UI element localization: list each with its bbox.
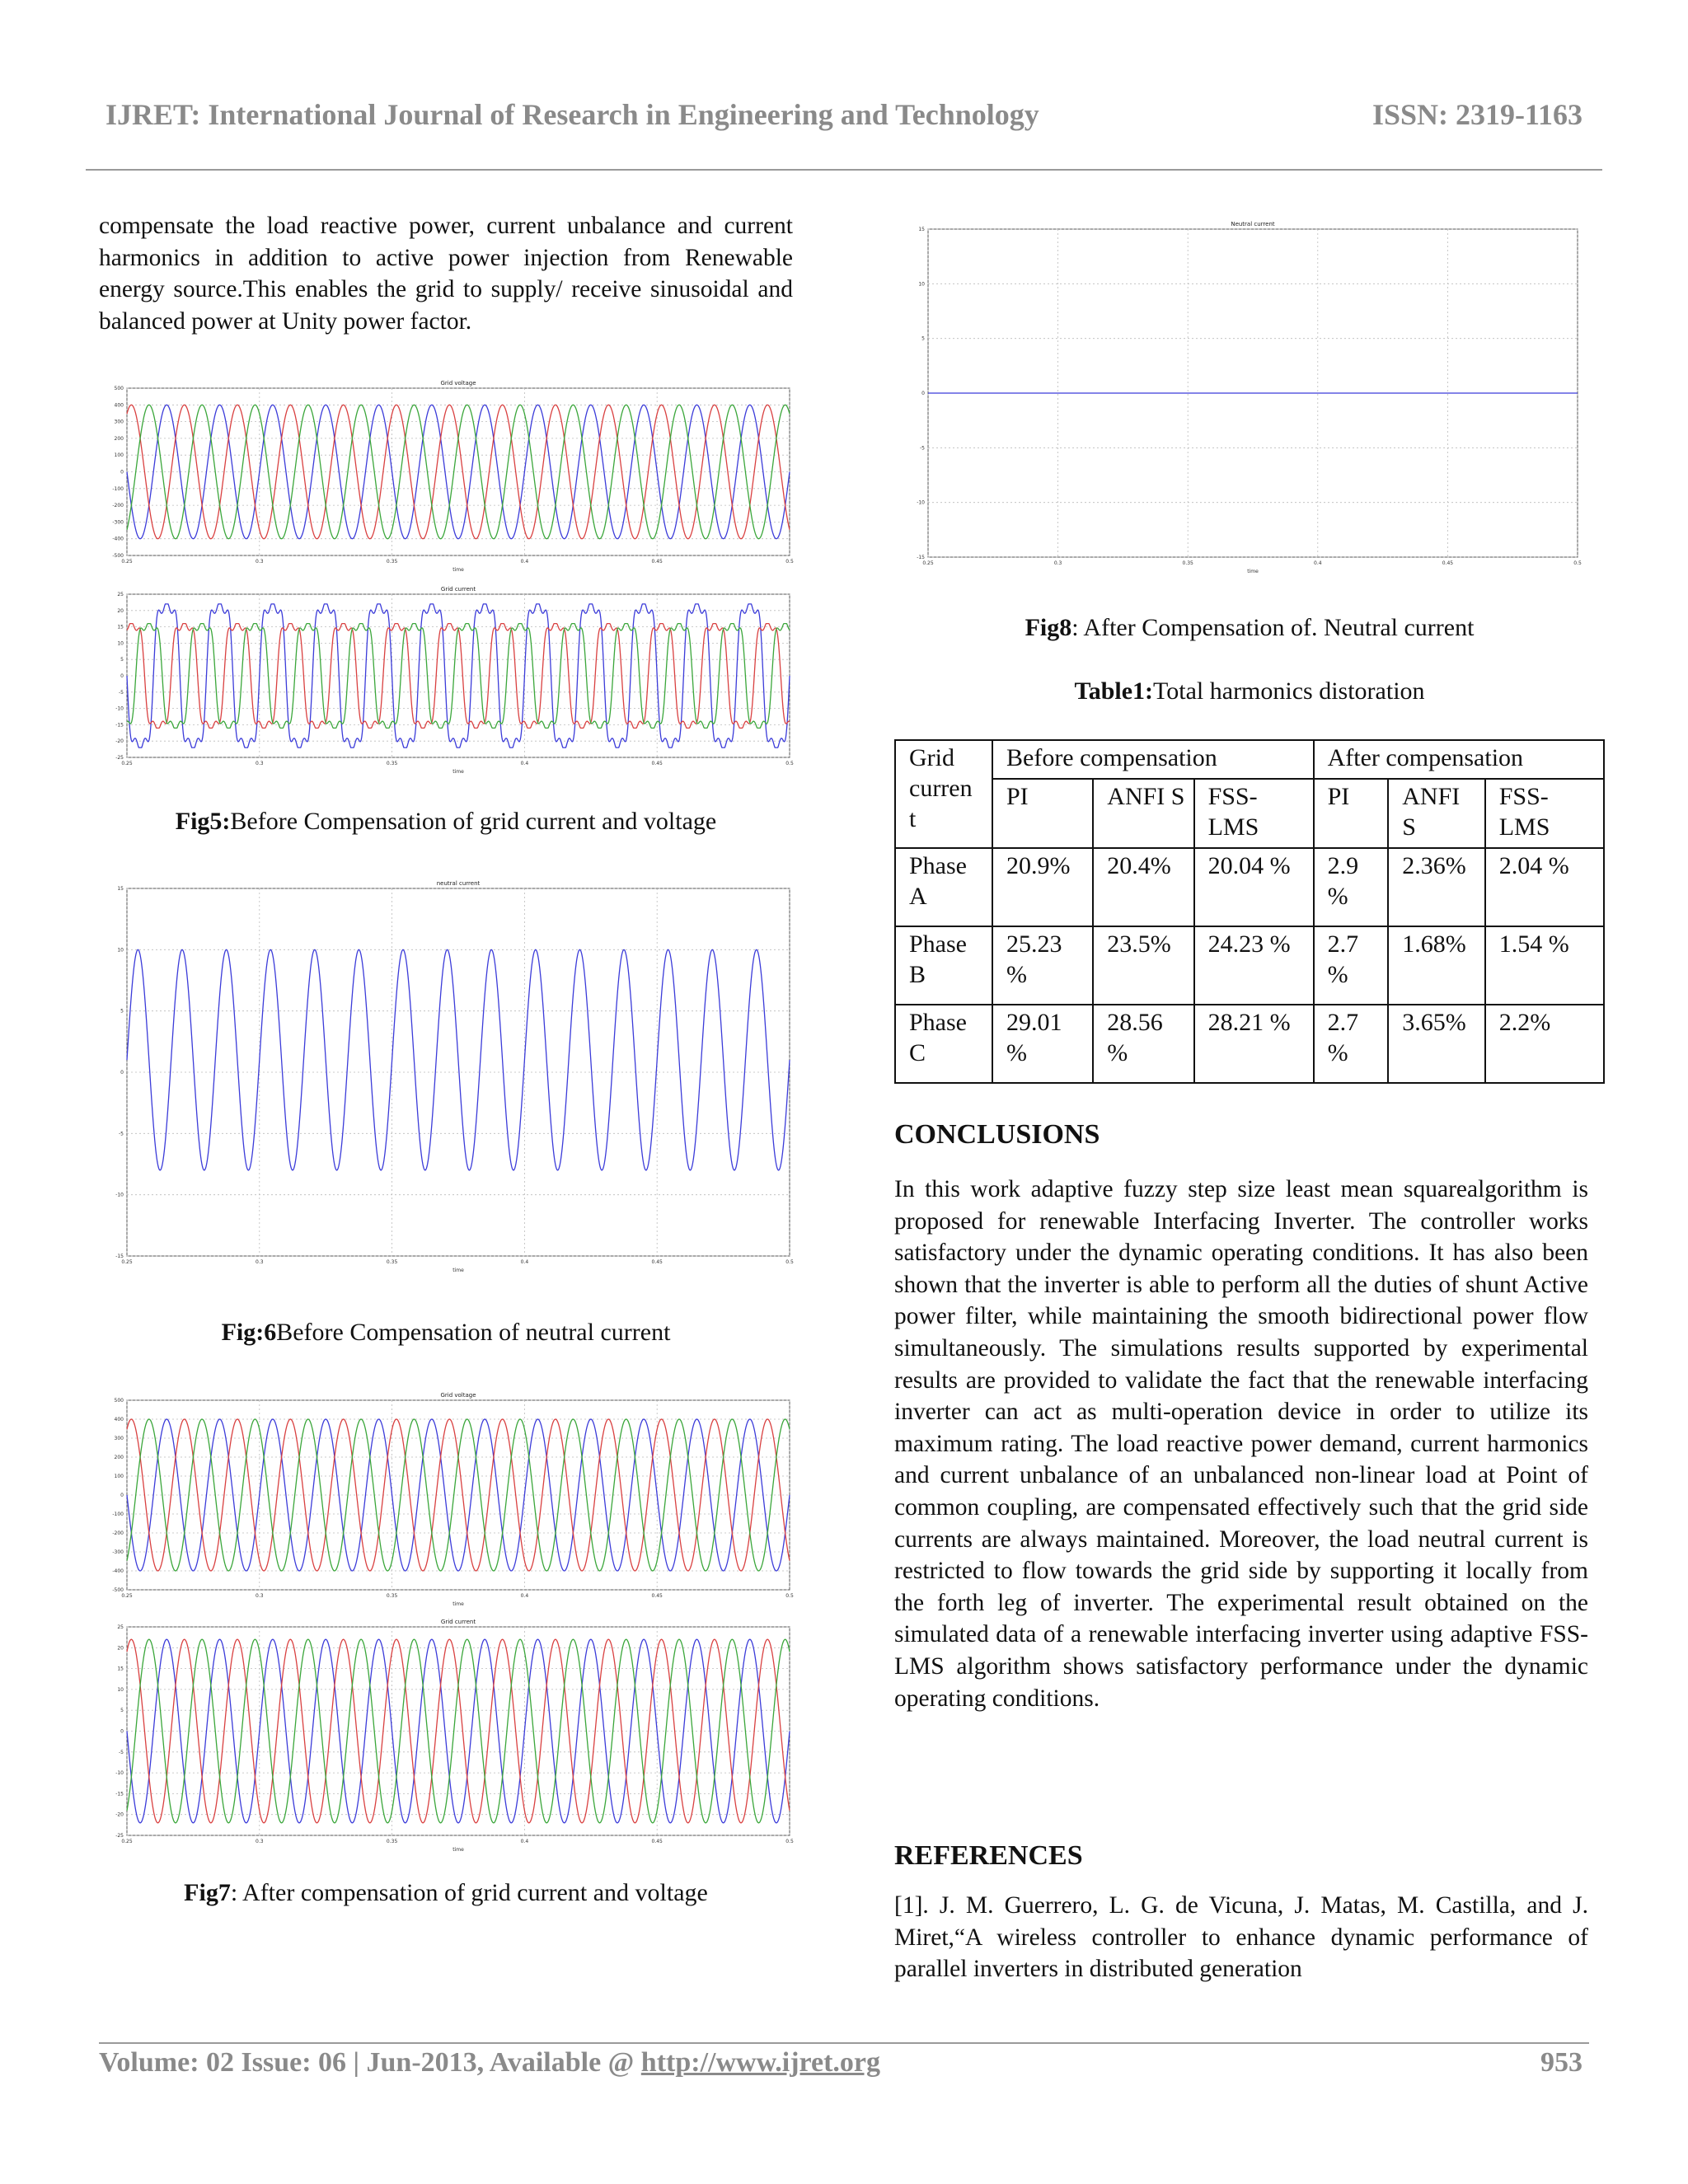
x-tick-label: 0.25 bbox=[121, 761, 133, 766]
y-tick-label: -25 bbox=[115, 755, 124, 761]
figure-8-caption: Fig8: After Compensation of. Neutral current bbox=[1025, 614, 1475, 641]
table-cell-phase: Phase C bbox=[895, 1005, 992, 1083]
figure-8-neutral-plot bbox=[898, 216, 1584, 579]
page-footer bbox=[99, 2047, 1589, 2088]
table-row bbox=[895, 848, 1604, 926]
y-tick-label: 500 bbox=[114, 386, 124, 391]
thd-table bbox=[894, 739, 1605, 1084]
figure-7-voltage-plot bbox=[97, 1387, 796, 1611]
figure-5-voltage-plot bbox=[97, 375, 796, 577]
x-tick-label: 0.3 bbox=[256, 1839, 264, 1844]
x-tick-label: 0.35 bbox=[386, 1593, 398, 1599]
table-cell: 2.9 % bbox=[1314, 848, 1389, 926]
x-tick-label: 0.45 bbox=[651, 761, 663, 766]
fig6-neutral-svg bbox=[97, 875, 796, 1277]
x-tick-label: 0.3 bbox=[1053, 560, 1062, 566]
y-tick-label: -10 bbox=[115, 705, 124, 712]
table-cell: 28.56 % bbox=[1093, 1005, 1193, 1083]
y-tick-label: 300 bbox=[114, 1436, 124, 1441]
table-cell: 25.23 % bbox=[992, 926, 1093, 1005]
x-tick-label: 0.4 bbox=[520, 1593, 529, 1599]
y-tick-label: 5 bbox=[120, 657, 124, 663]
table-cell: 2.36% bbox=[1388, 848, 1484, 926]
y-tick-label: -300 bbox=[112, 519, 124, 526]
table-header-before: Before compensation bbox=[992, 740, 1314, 779]
conclusions-paragraph: In this work adaptive fuzzy step size least mean squarealgorithm is proposed for renewable Interfacing Inverter. The controller works satisfactory under the dynamic operating conditions. It has also been shown that the inverter is able to perform all the duties of shunt Active power filter, while maintaining the smooth bidirectional power flow simultaneously. The simulations results supported by experimental results are provided to validate the fact that the renewable interfacing inverter can act as multi-operation device in order to utilize its maximum rating. The load reactive power demand, current harmonics and current unbalance of an unbalanced non-linear load at Point of common coupling, are compensated effectively such that the grid side currents are always maintained. Moreover, the load neutral current is restricted to flow towards the grid side by supporting it locally from the forth leg of inverter. The experimental result obtained on the simulated data of a renewable interfacing inverter using adaptive FSS-LMS algorithm shows satisfactory performance under the dynamic operating conditions. bbox=[894, 1176, 1588, 1712]
fig5-voltage-svg bbox=[97, 375, 796, 577]
x-tick-label: 0.5 bbox=[785, 1593, 794, 1599]
y-tick-label: 100 bbox=[114, 452, 124, 459]
y-tick-label: 400 bbox=[114, 1417, 124, 1422]
y-tick-label: 20 bbox=[117, 1645, 124, 1652]
y-tick-label: 400 bbox=[114, 402, 124, 409]
x-tick-label: 0.45 bbox=[651, 559, 663, 565]
y-tick-label: 15 bbox=[918, 227, 925, 232]
y-tick-label: 0 bbox=[120, 1728, 124, 1735]
x-tick-label: 0.3 bbox=[256, 559, 264, 565]
y-tick-label: -5 bbox=[119, 1749, 124, 1755]
chart-title: Grid voltage bbox=[440, 1392, 476, 1399]
y-tick-label: 10 bbox=[918, 281, 925, 288]
x-tick-label: 0.3 bbox=[256, 761, 264, 766]
footer-rule bbox=[99, 2042, 1589, 2044]
y-tick-label: 0 bbox=[120, 469, 124, 476]
y-tick-label: -15 bbox=[115, 1791, 124, 1797]
x-tick-label: 0.4 bbox=[520, 761, 529, 766]
x-tick-label: 0.45 bbox=[651, 1839, 663, 1844]
header-rule bbox=[86, 169, 1602, 171]
y-tick-label: 200 bbox=[114, 435, 124, 442]
y-tick-label: -15 bbox=[115, 722, 124, 729]
y-tick-label: -400 bbox=[112, 1568, 124, 1574]
table-cell: 23.5% bbox=[1093, 926, 1193, 1005]
table-cell: 2.7 % bbox=[1314, 926, 1389, 1005]
figure-6-neutral-plot bbox=[97, 875, 796, 1277]
x-tick-label: 0.25 bbox=[121, 559, 133, 565]
figure-7-current-plot bbox=[97, 1614, 796, 1857]
table-cell: 2.2% bbox=[1485, 1005, 1604, 1083]
y-tick-label: 15 bbox=[117, 624, 124, 630]
table-cell: 20.04 % bbox=[1194, 848, 1314, 926]
x-tick-label: 0.45 bbox=[651, 1593, 663, 1599]
table-cell: 1.54 % bbox=[1485, 926, 1604, 1005]
footer-link[interactable]: http://www.ijret.org bbox=[640, 2047, 881, 2078]
table-cell: 24.23 % bbox=[1194, 926, 1314, 1005]
references-heading: REFERENCES bbox=[894, 1840, 1083, 1871]
x-tick-label: 0.35 bbox=[386, 1839, 398, 1844]
table-header-after: After compensation bbox=[1314, 740, 1604, 779]
x-tick-label: 0.4 bbox=[520, 1259, 529, 1265]
y-tick-label: -500 bbox=[112, 553, 124, 559]
chart-title: Grid current bbox=[440, 586, 476, 593]
y-tick-label: -10 bbox=[115, 1192, 124, 1198]
intro-paragraph: compensate the load reactive power, current unbalance and current harmonics in addition to active power injection from Renewable energy source.This enables the grid to supply/ receive sinusoidal and balanced power at Unity power factor. bbox=[99, 213, 793, 335]
figure-5-current-plot bbox=[97, 581, 796, 779]
y-tick-label: -20 bbox=[115, 1811, 124, 1818]
x-tick-label: 0.5 bbox=[785, 1259, 794, 1265]
table-cell: 28.21 % bbox=[1194, 1005, 1314, 1083]
x-tick-label: 0.25 bbox=[121, 1259, 133, 1265]
x-tick-label: 0.45 bbox=[651, 1259, 663, 1265]
table-subheader: FSS- LMS bbox=[1485, 779, 1604, 848]
y-tick-label: -200 bbox=[112, 503, 124, 509]
issn: ISSN: 2319-1163 bbox=[1372, 98, 1582, 131]
y-tick-label: -300 bbox=[112, 1549, 124, 1555]
y-tick-label: 10 bbox=[117, 1686, 124, 1693]
x-tick-label: 0.5 bbox=[785, 559, 794, 565]
y-tick-label: 25 bbox=[117, 1624, 124, 1630]
figure-6-caption: Fig:6Before Compensation of neutral current bbox=[221, 1319, 671, 1346]
y-tick-label: 25 bbox=[117, 592, 124, 598]
x-tick-label: 0.25 bbox=[121, 1593, 133, 1599]
table-row bbox=[895, 1005, 1604, 1083]
x-tick-label: 0.35 bbox=[386, 559, 398, 565]
x-tick-label: 0.5 bbox=[1573, 560, 1582, 566]
chart-title: Grid current bbox=[440, 1619, 476, 1625]
y-tick-label: -5 bbox=[119, 689, 124, 696]
x-axis-label: time bbox=[452, 1601, 464, 1607]
x-axis-label: time bbox=[452, 1268, 464, 1273]
table-cell: 20.9% bbox=[992, 848, 1093, 926]
y-tick-label: 5 bbox=[921, 335, 925, 342]
y-tick-label: -100 bbox=[112, 1511, 124, 1517]
x-tick-label: 0.3 bbox=[256, 1259, 264, 1265]
y-tick-label: 0 bbox=[120, 1493, 124, 1498]
table-1-title: Table1:Total harmonics distoration bbox=[1074, 677, 1425, 705]
y-tick-label: 0 bbox=[120, 1070, 124, 1076]
chart-title: Neutral current bbox=[1231, 221, 1275, 227]
y-tick-label: 0 bbox=[120, 673, 124, 679]
y-tick-label: -200 bbox=[112, 1530, 124, 1536]
y-tick-label: 300 bbox=[114, 419, 124, 425]
y-tick-label: 5 bbox=[120, 1008, 124, 1015]
y-tick-label: 200 bbox=[114, 1455, 124, 1460]
x-tick-label: 0.35 bbox=[386, 761, 398, 766]
y-tick-label: 500 bbox=[114, 1398, 124, 1404]
fig7-current-svg bbox=[97, 1614, 796, 1857]
x-axis-label: time bbox=[452, 1847, 464, 1853]
table-cell: 1.68% bbox=[1388, 926, 1484, 1005]
x-axis-label: time bbox=[1247, 569, 1259, 574]
y-tick-label: -25 bbox=[115, 1833, 124, 1839]
table-subheader: PI bbox=[992, 779, 1093, 848]
x-tick-label: 0.3 bbox=[256, 1593, 264, 1599]
y-tick-label: -400 bbox=[112, 536, 124, 542]
x-tick-label: 0.25 bbox=[121, 1839, 133, 1844]
y-tick-label: 15 bbox=[117, 886, 124, 892]
x-tick-label: 0.35 bbox=[1182, 560, 1193, 566]
y-tick-label: -10 bbox=[115, 1770, 124, 1777]
x-tick-label: 0.4 bbox=[1314, 560, 1322, 566]
chart-title: neutral current bbox=[436, 880, 481, 887]
y-tick-label: 10 bbox=[117, 640, 124, 647]
y-tick-label: 0 bbox=[921, 391, 925, 396]
y-tick-label: -20 bbox=[115, 738, 124, 745]
table-cell: 20.4% bbox=[1093, 848, 1193, 926]
x-axis-label: time bbox=[452, 567, 464, 573]
y-tick-label: -500 bbox=[112, 1587, 124, 1593]
table-subheader: ANFI S bbox=[1388, 779, 1484, 848]
y-tick-label: -10 bbox=[917, 499, 925, 506]
y-tick-label: 100 bbox=[114, 1474, 124, 1479]
x-tick-label: 0.5 bbox=[785, 761, 794, 766]
page-number: 953 bbox=[1540, 2047, 1582, 2078]
y-tick-label: 15 bbox=[117, 1666, 124, 1672]
page-header bbox=[99, 97, 1589, 147]
conclusions-heading: CONCLUSIONS bbox=[894, 1119, 1100, 1150]
x-tick-label: 0.45 bbox=[1442, 560, 1454, 566]
table-subheader: ANFI S bbox=[1093, 779, 1193, 848]
x-tick-label: 0.4 bbox=[520, 1839, 529, 1844]
table-cell: 29.01 % bbox=[992, 1005, 1093, 1083]
y-tick-label: -5 bbox=[920, 445, 925, 452]
y-tick-label: -5 bbox=[119, 1131, 124, 1137]
x-tick-label: 0.5 bbox=[785, 1839, 794, 1844]
table-cell-phase: Phase B bbox=[895, 926, 992, 1005]
x-tick-label: 0.25 bbox=[922, 560, 934, 566]
y-tick-label: -100 bbox=[112, 485, 124, 492]
figure-7-caption: Fig7: After compensation of grid current and voltage bbox=[184, 1879, 708, 1906]
reference-1: [1]. J. M. Guerrero, L. G. de Vicuna, J. Matas, M. Castilla, and J. Miret,“A wireless controller to enhance dynamic performance of parallel inverters in distributed generation bbox=[894, 1892, 1588, 1983]
table-subheader: PI bbox=[1314, 779, 1389, 848]
chart-title: Grid voltage bbox=[440, 380, 476, 387]
table-cell: 3.65% bbox=[1388, 1005, 1484, 1083]
fig5-current-svg bbox=[97, 581, 796, 779]
table-cell-phase: Phase A bbox=[895, 848, 992, 926]
table-cell: 2.7 % bbox=[1314, 1005, 1389, 1083]
table-cell: 2.04 % bbox=[1485, 848, 1604, 926]
y-tick-label: 20 bbox=[117, 607, 124, 614]
y-tick-label: 10 bbox=[117, 947, 124, 954]
figure-5-caption: Fig5:Before Compensation of grid current and voltage bbox=[175, 808, 717, 835]
footer-volume: Volume: 02 Issue: 06 | Jun-2013, Available @ http://www.ijret.org bbox=[99, 2047, 881, 2078]
x-tick-label: 0.4 bbox=[520, 559, 529, 565]
table-subheader: FSS- LMS bbox=[1194, 779, 1314, 848]
fig7-voltage-svg bbox=[97, 1387, 796, 1611]
y-tick-label: -15 bbox=[115, 1254, 124, 1259]
x-axis-label: time bbox=[452, 769, 464, 775]
fig8-neutral-svg bbox=[898, 216, 1584, 579]
table-row bbox=[895, 926, 1604, 1005]
y-tick-label: 5 bbox=[120, 1708, 124, 1714]
journal-title: IJRET: International Journal of Research in Engineering and Technology bbox=[106, 98, 1039, 131]
y-tick-label: -15 bbox=[917, 555, 925, 560]
x-tick-label: 0.35 bbox=[386, 1259, 398, 1265]
table-header-grid-current: Grid curren t bbox=[895, 740, 992, 848]
